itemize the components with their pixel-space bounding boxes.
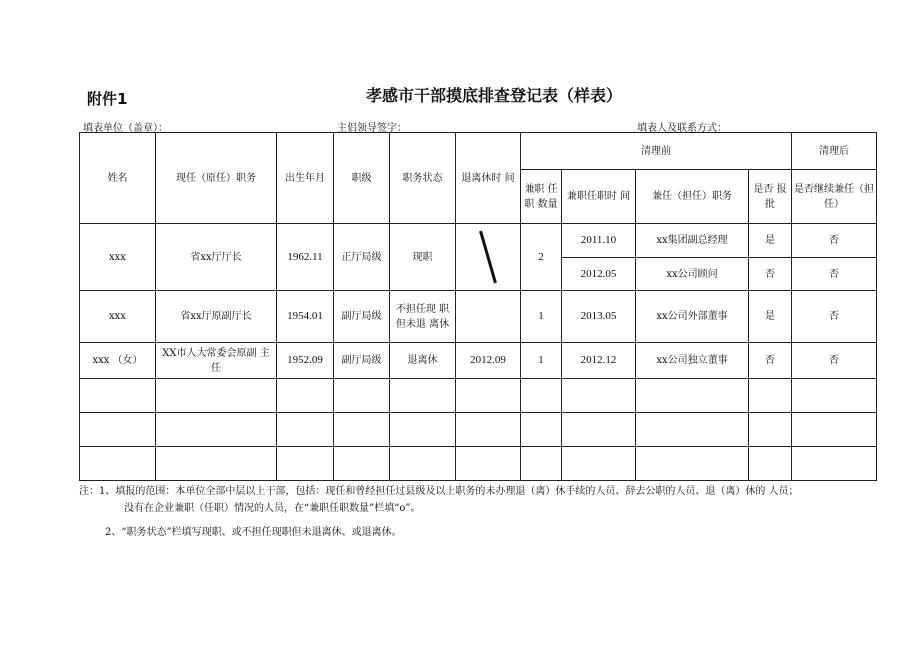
header-before: 清理前 — [521, 133, 792, 170]
header-continue: 是否继续兼任（担任） — [792, 170, 877, 224]
document-title: 孝感市干部摸底排查登记表（样表） — [366, 86, 623, 105]
row3-name: xxx （女） — [80, 343, 156, 379]
note-1-continued: 没有在企业兼职（任职）情况的人员，在“兼职任职数量”栏填“o”。 — [124, 503, 421, 514]
row2-birth: 1954.01 — [277, 291, 334, 343]
row2-item1-approved: 是 — [749, 291, 792, 343]
contact-label: 填表人及联系方式： — [637, 123, 727, 134]
header-concurrent-count: 兼职 任职 数量 — [521, 170, 562, 224]
row3-status: 退离休 — [390, 343, 456, 379]
header-retire-time: 退离休时 间 — [456, 133, 521, 224]
row3-item1-post: xx公司独立董事 — [636, 343, 749, 379]
row1-item1-time: 2011.10 — [562, 224, 636, 258]
leader-signature-label: 主侣领导签字： — [337, 123, 407, 134]
header-name: 姓名 — [80, 133, 156, 224]
attachment-label: 附件1 — [87, 90, 128, 108]
registration-table — [79, 132, 877, 481]
empty-row — [80, 413, 877, 447]
row1-birth: 1962.11 — [277, 224, 334, 291]
header-birth: 出生年月 — [277, 133, 334, 224]
row1-item1-post: xx集团副总经理 — [636, 224, 749, 258]
header-concurrent-post: 兼任（担任）职务 — [636, 170, 749, 224]
row1-item2-continue: 否 — [792, 258, 877, 291]
row1-item1-approved: 是 — [749, 224, 792, 258]
row1-rank: 正厅局级 — [334, 224, 390, 291]
row3-position: XX市人大常委会原副 主任 — [156, 343, 277, 379]
slash-mark — [479, 231, 497, 284]
row2-retire-time — [456, 291, 521, 343]
row1-item1-continue: 否 — [792, 224, 877, 258]
header-after: 清理后 — [792, 133, 877, 170]
row2-count: 1 — [521, 291, 562, 343]
row2-name: xxx — [80, 291, 156, 343]
row2-status: 不担任现 职但未退 离休 — [390, 291, 456, 343]
row3-item1-time: 2012.12 — [562, 343, 636, 379]
row3-birth: 1952.09 — [277, 343, 334, 379]
row1-item2-time: 2012.05 — [562, 258, 636, 291]
header-concurrent-time: 兼职任职时 间 — [562, 170, 636, 224]
empty-row — [80, 447, 877, 481]
row3-item1-continue: 否 — [792, 343, 877, 379]
row1-item2-approved: 否 — [749, 258, 792, 291]
note-1: 注：1、填报的范围：本单位全部中层以上干部，包括：现任和曾经担任过县级及以上职务的未办理退（离）休手续的人员、辞去公职的人员、退（离）休的 人员； — [79, 486, 799, 497]
header-rank: 职级 — [334, 133, 390, 224]
row3-rank: 副厅局级 — [334, 343, 390, 379]
row1-position: 省xx厅厅长 — [156, 224, 277, 291]
row2-position: 省xx厅原副厅长 — [156, 291, 277, 343]
header-position: 现任（原任）职务 — [156, 133, 277, 224]
row1-retire-time — [456, 224, 521, 291]
row3-item1-approved: 否 — [749, 343, 792, 379]
row2-rank: 副厅局级 — [334, 291, 390, 343]
row1-item2-post: xx公司顾问 — [636, 258, 749, 291]
row1-count: 2 — [521, 224, 562, 291]
header-status: 职务状态 — [390, 133, 456, 224]
row2-item1-continue: 否 — [792, 291, 877, 343]
empty-row — [80, 379, 877, 413]
row3-count: 1 — [521, 343, 562, 379]
row3-retire-time: 2012.09 — [456, 343, 521, 379]
row1-name: xxx — [80, 224, 156, 291]
row2-item1-time: 2013.05 — [562, 291, 636, 343]
note-2: 2、“职务状态”栏填写现职、或不担任现职但未退离休、或退离休。 — [105, 527, 402, 538]
row2-item1-post: xx公司外部董事 — [636, 291, 749, 343]
header-approved: 是否 报批 — [749, 170, 792, 224]
fill-unit-label: 填表单位（盖章）： — [83, 123, 168, 134]
row1-status: 现职 — [390, 224, 456, 291]
